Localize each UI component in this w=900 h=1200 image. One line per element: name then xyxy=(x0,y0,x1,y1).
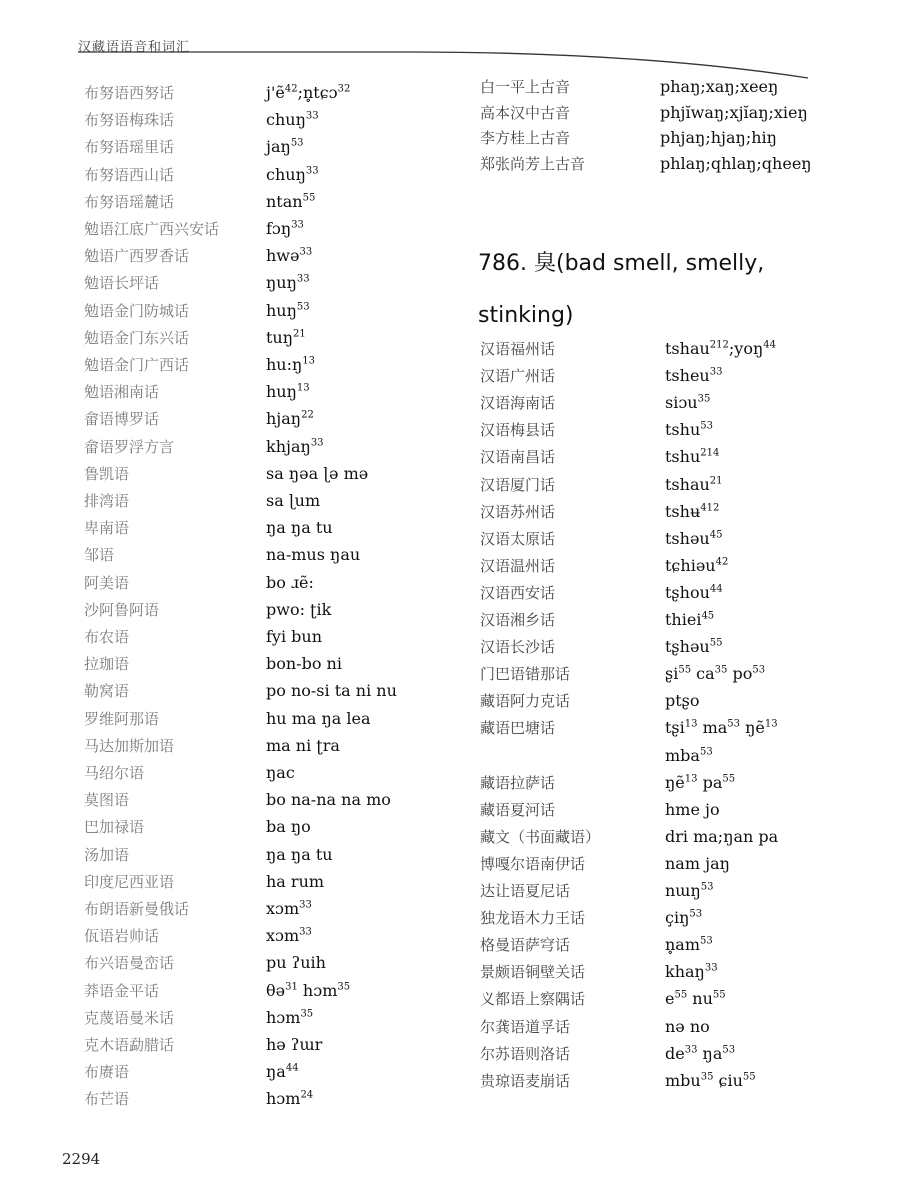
language-name: 汉语广州话 xyxy=(480,367,556,386)
language-name: 藏语阿力克话 xyxy=(480,692,571,711)
language-name: 克木语勐腊话 xyxy=(84,1036,175,1054)
word-form: $de^{33}$ $ŋa^{53}$ xyxy=(665,1043,736,1063)
word-form: bon-bo ni xyxy=(266,654,342,674)
language-name: 邹语 xyxy=(84,546,115,565)
language-name: 卑南语 xyxy=(84,519,130,538)
word-form: xɔm$^{33}$ xyxy=(266,899,312,918)
word-form: ŋa ŋa tu xyxy=(266,844,333,864)
word-form: $ŋa^{44}$ xyxy=(266,1062,299,1082)
word-form: ha rum xyxy=(266,871,325,891)
language-name: 印度尼西亚语 xyxy=(84,872,175,891)
language-name: 布努语西努话 xyxy=(84,84,175,102)
word-form: ba ŋo xyxy=(266,817,311,837)
word-form: $e^{55}$ $nu^{55}$ xyxy=(665,989,726,1009)
word-form: tshu$^{53}$ xyxy=(665,420,713,440)
language-name: 汉语西安话 xyxy=(480,583,556,602)
language-name: 李方桂上古音 xyxy=(480,129,571,147)
word-form: hə ʔɯr xyxy=(266,1035,323,1054)
language-name: 布农语 xyxy=(84,628,130,646)
entry-heading xyxy=(478,238,808,342)
word-form: pwo: ʈik xyxy=(266,599,332,619)
word-form: ptʂo xyxy=(665,691,700,711)
word-form: siɔu$^{35}$ xyxy=(665,393,711,413)
word-form: hwə$^{33}$ xyxy=(266,246,313,266)
language-name: 马绍尔语 xyxy=(84,764,145,782)
language-name: 景颇语铜壁关话 xyxy=(480,963,586,982)
word-form: nam jaŋ xyxy=(665,853,730,873)
word-form: mba$^{53}$ xyxy=(665,745,713,765)
language-name: 门巴语错那话 xyxy=(480,665,571,684)
language-name: 勉语金门广西话 xyxy=(84,356,190,374)
word-form: bo ɹẽ: xyxy=(266,572,314,592)
word-form: thiei$^{45}$ xyxy=(665,610,715,629)
word-form: sa ŋəa ɭə mə xyxy=(266,463,369,483)
word-form: ŋac xyxy=(266,763,295,782)
word-form: tʂhou$^{44}$ xyxy=(665,582,723,602)
language-name: 汉语太原话 xyxy=(480,529,556,548)
word-form: tuŋ$^{21}$ xyxy=(266,327,306,347)
language-name: 勉语广西罗香话 xyxy=(84,247,190,266)
word-form: huŋ$^{53}$ xyxy=(266,300,310,320)
language-name: 克蔑语曼米话 xyxy=(84,1008,175,1027)
language-name: 尔龚语道孚话 xyxy=(480,1017,571,1036)
word-form: na-mus ŋau xyxy=(266,545,361,565)
language-name: 汉语长沙话 xyxy=(480,638,556,657)
word-form: bo na-na na mo xyxy=(266,790,391,810)
word-form: tshau$^{212}$;yoŋ$^{44}$ xyxy=(665,339,776,358)
word-form: po no-si ta ni nu xyxy=(266,681,397,701)
language-name: 藏语夏河话 xyxy=(480,800,556,819)
word-form: ŋa ŋa tu xyxy=(266,518,333,538)
language-name: 勉语金门东兴话 xyxy=(84,328,190,347)
language-name: 沙阿鲁阿语 xyxy=(84,600,160,619)
language-name: 汉语苏州话 xyxy=(480,502,556,521)
language-name: 汉语福州话 xyxy=(480,340,556,358)
page-number: 2294 xyxy=(62,1150,101,1168)
word-form: fɔŋ$^{33}$ xyxy=(266,219,304,238)
language-name: 达让语夏尼话 xyxy=(480,882,571,900)
word-form: hɔm$^{24}$ xyxy=(266,1089,314,1109)
language-name: 布努语瑶麓话 xyxy=(84,192,175,211)
word-form: tshəu$^{45}$ xyxy=(665,528,723,548)
language-name: 布芒语 xyxy=(84,1090,130,1109)
word-form: tʂhəu$^{55}$ xyxy=(665,637,723,657)
language-name: 莽语金平话 xyxy=(84,981,160,1000)
word-form: $n̥am^{53}$ xyxy=(665,935,713,955)
word-form: hjaŋ$^{22}$ xyxy=(266,409,314,429)
language-name: 汉语梅县话 xyxy=(480,421,556,440)
language-name: 勉语长坪话 xyxy=(84,274,160,293)
word-form: pu ʔuih xyxy=(266,953,326,973)
language-name: 布朗语新曼俄话 xyxy=(84,900,190,918)
word-form: dri ma;ŋan pa xyxy=(665,826,779,846)
word-form: chuŋ$^{33}$ xyxy=(266,164,319,184)
word-form: çiŋ$^{53}$ xyxy=(665,908,703,928)
language-name: 勉语江底广西兴安话 xyxy=(84,220,220,238)
language-name: 莫图语 xyxy=(84,791,130,810)
language-name: 排湾语 xyxy=(84,492,130,510)
language-name: 藏语巴塘话 xyxy=(480,719,556,738)
language-name: 布努语西山话 xyxy=(84,165,175,184)
word-form: hu ma ŋa lea xyxy=(266,708,371,728)
word-form: khjaŋ$^{33}$ xyxy=(266,436,324,456)
language-name: 汉语厦门话 xyxy=(480,475,556,494)
language-name: 高本汉中古音 xyxy=(480,103,571,122)
language-name: 博嘎尔语南伊话 xyxy=(480,854,586,873)
word-form: tʂi$^{13}$ $ma^{53}$ ŋẽ$^{13}$ xyxy=(665,718,778,738)
word-form: phjĭwaŋ;xjĭaŋ;xieŋ xyxy=(660,102,808,122)
language-name: 布兴语曼峦话 xyxy=(84,954,175,973)
word-form: chuŋ$^{33}$ xyxy=(266,110,319,130)
entry-number: 786. xyxy=(478,251,527,276)
language-name: 汉语海南话 xyxy=(480,394,556,413)
word-form: ʂi$^{55}$ $ca^{35}$ $po^{53}$ xyxy=(665,664,766,684)
language-name: 巴加禄语 xyxy=(84,818,145,837)
language-name: 布努语梅珠话 xyxy=(84,111,175,130)
word-form: hme jo xyxy=(665,799,720,819)
word-form: tɕhiəu$^{42}$ xyxy=(665,555,729,575)
language-name: 白一平上古音 xyxy=(480,78,571,96)
language-name: 贵琼语麦崩话 xyxy=(480,1071,571,1090)
language-name: 罗维阿那语 xyxy=(84,709,160,728)
language-name: 畲语罗浮方言 xyxy=(84,437,175,456)
language-name: 鲁凯语 xyxy=(84,464,130,483)
language-name: 布赓语 xyxy=(84,1063,130,1082)
word-form: j'ẽ$^{42}$;n̥tɕɔ$^{32}$ xyxy=(266,83,351,102)
language-name: 勒窝语 xyxy=(84,682,130,701)
word-form: huŋ$^{13}$ xyxy=(266,382,310,402)
word-form: ma ni ʈra xyxy=(266,735,340,755)
word-form: jaŋ$^{53}$ xyxy=(266,137,304,157)
word-form: phjaŋ;hjaŋ;hiŋ xyxy=(660,128,777,147)
word-form: xɔm$^{33}$ xyxy=(266,926,312,946)
word-form: tshʉ$^{412}$ xyxy=(665,501,720,521)
language-name: 格曼语萨穹话 xyxy=(480,936,571,955)
running-header: 汉藏语语音和词汇 xyxy=(78,40,191,55)
language-name: 畲语博罗话 xyxy=(84,410,160,429)
language-name: 独龙语木力王话 xyxy=(480,909,586,928)
word-form: nə no xyxy=(665,1016,710,1036)
language-name: 汉语温州话 xyxy=(480,556,556,575)
language-name: 布努语瑶里话 xyxy=(84,138,175,157)
entry-title: 臭(bad smell, smelly, stinking) xyxy=(478,251,765,328)
word-form: ŋẽ$^{13}$ $pa^{55}$ xyxy=(665,772,736,792)
word-form: mbu$^{35}$ ɕiu$^{55}$ xyxy=(665,1070,756,1090)
language-name: 汉语南昌话 xyxy=(480,448,556,467)
word-form: tshu$^{214}$ xyxy=(665,447,720,467)
language-name: 马达加斯加语 xyxy=(84,736,175,755)
word-form: ŋuŋ$^{33}$ xyxy=(266,273,310,293)
word-form: khaŋ$^{33}$ xyxy=(665,962,718,982)
language-name: 郑张尚芳上古音 xyxy=(480,154,586,173)
word-form: fyi bun xyxy=(266,627,323,646)
language-name: 拉珈语 xyxy=(84,655,130,674)
language-name: 义都语上察隅话 xyxy=(480,990,586,1009)
language-name: 汉语湘乡话 xyxy=(480,611,556,629)
word-form: hɔm$^{35}$ xyxy=(266,1007,314,1027)
language-name: 勉语金门防城话 xyxy=(84,301,190,320)
word-form: θə$^{31}$ hɔm$^{35}$ xyxy=(266,980,351,1000)
language-name: 阿美语 xyxy=(84,573,130,592)
language-name: 汤加语 xyxy=(84,845,130,864)
language-name: 佤语岩帅话 xyxy=(84,927,160,946)
language-name: 藏文（书面藏语） xyxy=(480,827,601,846)
word-form: phlaŋ;qhlaŋ;qheeŋ xyxy=(660,153,812,173)
word-form: sa ɭum xyxy=(266,491,321,510)
word-form: ntan$^{55}$ xyxy=(266,191,316,211)
word-form: nɯŋ$^{53}$ xyxy=(665,881,714,900)
word-form: phaŋ;xaŋ;xeeŋ xyxy=(660,77,779,96)
language-name: 勉语湘南话 xyxy=(84,383,160,402)
language-name: 尔苏语则洛话 xyxy=(480,1044,571,1063)
word-form: tsheu$^{33}$ xyxy=(665,366,723,386)
word-form: tshau$^{21}$ xyxy=(665,474,723,494)
language-name: 藏语拉萨话 xyxy=(480,773,556,792)
word-form: $hu:ŋ^{13}$ xyxy=(266,355,316,374)
